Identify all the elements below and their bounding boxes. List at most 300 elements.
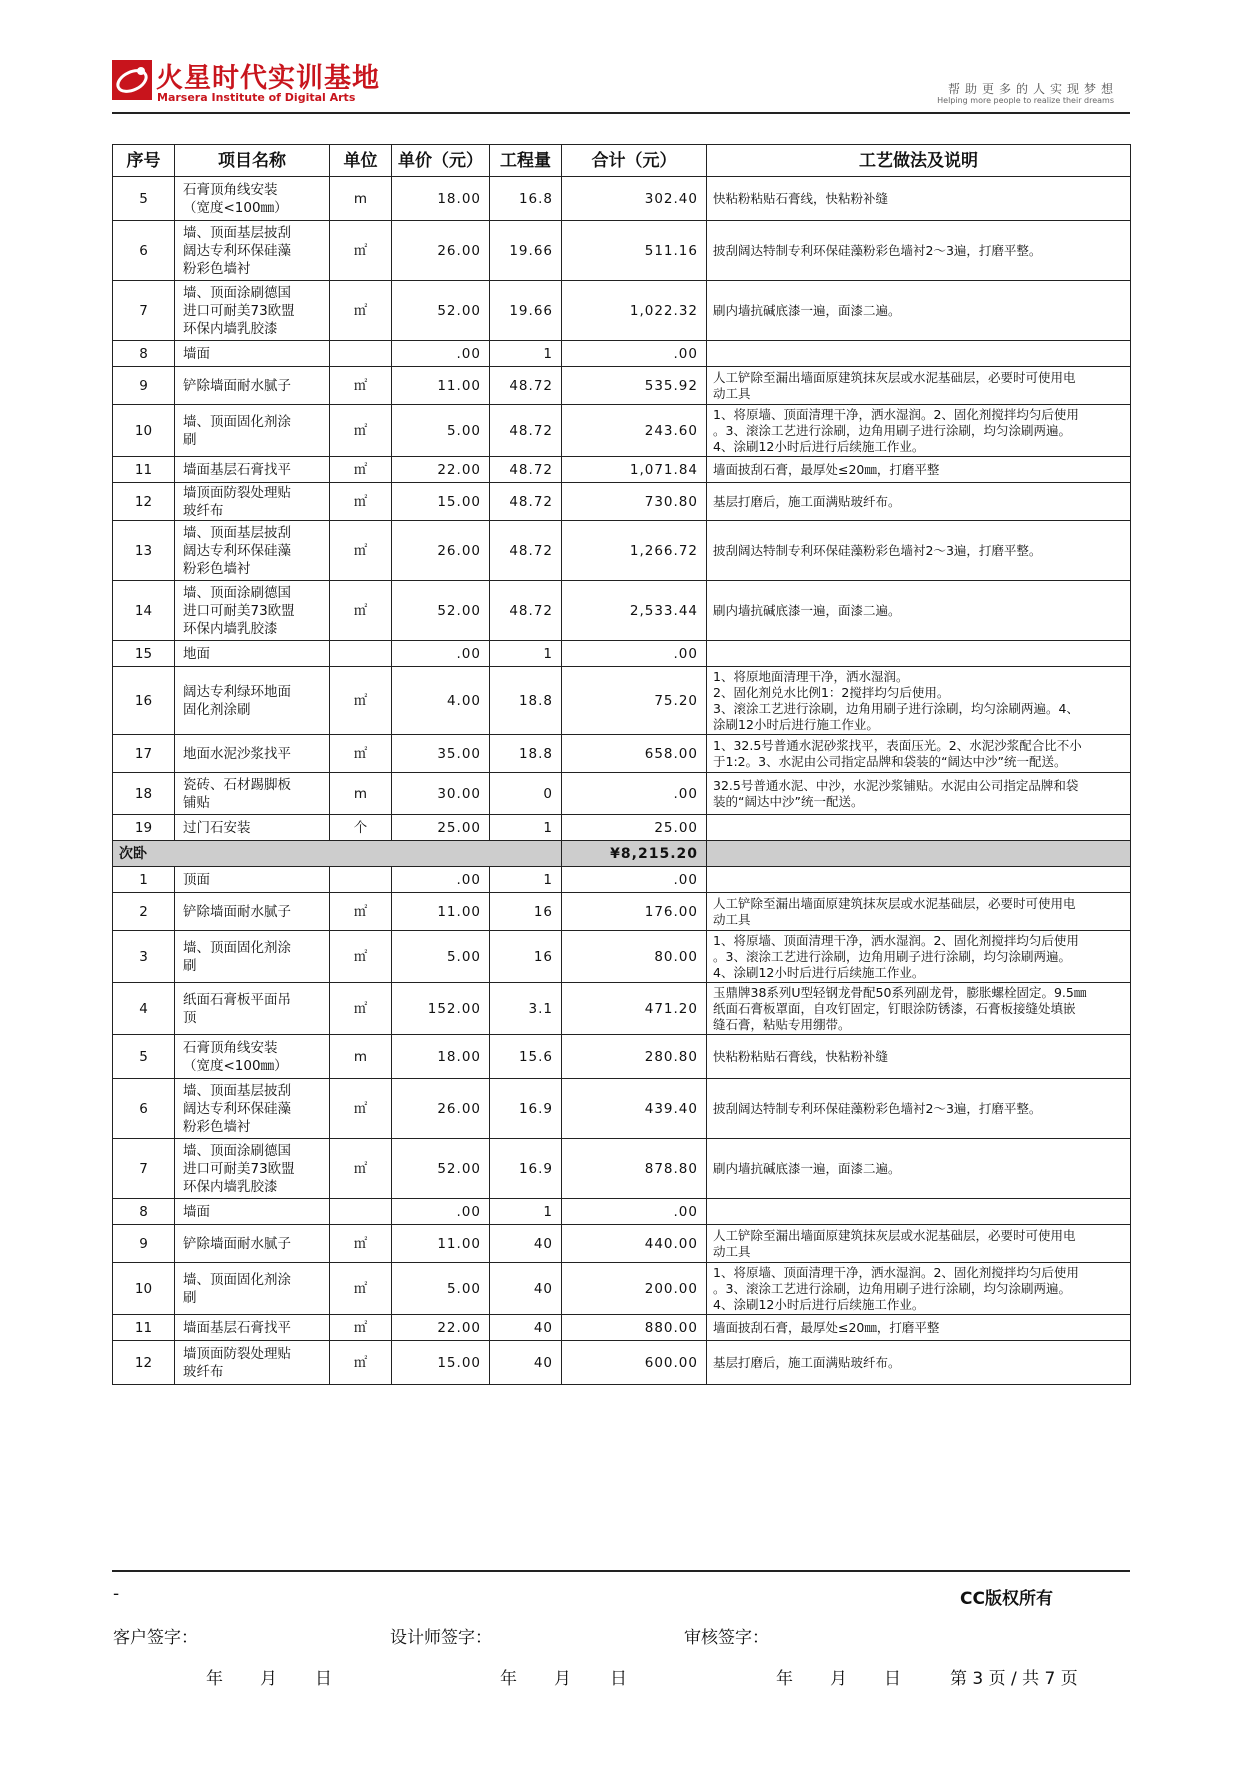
item-total: 1,022.32 [562,281,707,341]
item-total: .00 [562,773,707,815]
item-name-line: 进口可耐美73欧盟 [183,1160,295,1177]
item-number: 13 [113,521,175,581]
item-unit: ㎡ [330,367,392,405]
item-description-line: 玉鼎牌38系列U型轻钢龙骨配50系列副龙骨，膨胀螺栓固定。9.5㎜ [713,984,1087,1000]
item-quantity: 40 [490,1341,562,1385]
item-number: 6 [113,1079,175,1139]
item-number: 5 [113,177,175,221]
item-name [175,983,330,1035]
item-name-line: 玻纤布 [183,502,224,519]
item-name [175,1139,330,1199]
item-name [175,867,330,893]
item-number: 6 [113,221,175,281]
item-name-line: 墙顶面防裂处理贴 [183,484,291,501]
item-unit: ㎡ [330,1315,392,1341]
item-quantity: 15.6 [490,1035,562,1079]
item-name [175,1341,330,1385]
item-total: 1,266.72 [562,521,707,581]
item-description [707,483,1131,521]
table-row [113,1315,1131,1341]
item-unit-price: 30.00 [392,773,490,815]
item-description [707,367,1131,405]
item-description [707,1341,1131,1385]
item-unit-price: 5.00 [392,931,490,983]
item-description-line: 基层打磨后，施工面满贴玻纤布。 [713,1354,901,1370]
item-quantity: 48.72 [490,483,562,521]
item-name [175,521,330,581]
designer-day-label: 日 [610,1669,627,1689]
item-unit: ㎡ [330,931,392,983]
item-total: 439.40 [562,1079,707,1139]
item-unit-price: 5.00 [392,405,490,457]
item-quantity: 18.8 [490,667,562,735]
table-row [113,1199,1131,1225]
item-number: 17 [113,735,175,773]
item-description [707,1139,1131,1199]
item-name-line: 玻纤布 [183,1363,224,1380]
item-unit: ㎡ [330,735,392,773]
item-description [707,281,1131,341]
item-name [175,457,330,483]
page-number: 第 3 页 / 共 7 页 [950,1669,1078,1689]
item-description-line: 披刮阔达特制专利环保硅藻粉彩色墙衬2～3遍，打磨平整。 [713,242,1042,258]
item-description-line: 缝石膏，粘贴专用绷带。 [713,1016,851,1032]
item-name [175,281,330,341]
item-total: 730.80 [562,483,707,521]
item-total: 200.00 [562,1263,707,1315]
item-number: 3 [113,931,175,983]
table-row [113,983,1131,1035]
customer-month-label: 月 [260,1669,277,1689]
item-name-line: 顶 [183,1009,197,1026]
item-description-line: 人工铲除至漏出墙面原建筑抹灰层或水泥基础层，必要时可使用电 [713,895,1076,911]
item-quantity: 48.72 [490,581,562,641]
item-description [707,735,1131,773]
item-total: .00 [562,341,707,367]
item-name [175,1315,330,1341]
item-total: 2,533.44 [562,581,707,641]
review-day-label: 日 [884,1669,901,1689]
item-number: 7 [113,281,175,341]
item-description-line: 动工具 [713,911,751,927]
item-name [175,641,330,667]
column-header: 单位 [330,145,392,177]
item-name-line: 墙、顶面涂刷德国 [183,284,291,301]
item-number: 14 [113,581,175,641]
table-row [113,341,1131,367]
item-quantity: 48.72 [490,521,562,581]
item-number: 9 [113,1225,175,1263]
item-quantity: 16.9 [490,1139,562,1199]
item-name-line: 地面 [183,645,210,662]
item-unit-price: 11.00 [392,367,490,405]
item-name-line: 粉彩色墙衬 [183,560,251,577]
item-quantity: 48.72 [490,405,562,457]
item-name [175,735,330,773]
item-description-line: 刷内墙抗碱底漆一遍，面漆二遍。 [713,302,901,318]
item-name-line: （宽度<100㎜） [183,199,288,216]
item-total: 535.92 [562,367,707,405]
item-name-line: 顶面 [183,871,210,888]
item-number: 10 [113,405,175,457]
item-name [175,893,330,931]
customer-year-label: 年 [206,1669,223,1689]
item-total: 878.80 [562,1139,707,1199]
table-row [113,221,1131,281]
item-description [707,641,1131,667]
item-name-line: 墙、顶面固化剂涂 [183,413,291,430]
item-unit: m [330,1035,392,1079]
item-name [175,367,330,405]
table-row [113,367,1131,405]
item-unit-price: 22.00 [392,1315,490,1341]
item-description-line: 1、将原墙、顶面清理干净，洒水湿润。2、固化剂搅拌均匀后使用 [713,932,1079,948]
item-description [707,1035,1131,1079]
item-unit-price: 15.00 [392,483,490,521]
column-header: 单价（元） [392,145,490,177]
item-quantity: 3.1 [490,983,562,1035]
item-name [175,1079,330,1139]
section-row [113,841,1131,867]
item-unit-price: 15.00 [392,1341,490,1385]
item-name-line: 石膏顶角线安装 [183,1039,278,1056]
item-total: 600.00 [562,1341,707,1385]
table-row [113,1341,1131,1385]
item-quantity: 16.9 [490,1079,562,1139]
slogan-chinese: 帮助更多的人实现梦想 [947,82,1118,96]
review-signature-label: 审核签字： [684,1628,769,1648]
item-quantity: 19.66 [490,281,562,341]
item-description-line: 快粘粉粘贴石膏线，快粘粉补缝 [713,1048,889,1064]
item-unit: ㎡ [330,405,392,457]
table-row [113,177,1131,221]
item-unit-price: .00 [392,1199,490,1225]
item-quantity: 48.72 [490,367,562,405]
table-row [113,405,1131,457]
item-name-line: 墙、顶面基层披刮 [183,224,291,241]
item-unit-price: 152.00 [392,983,490,1035]
item-unit: ㎡ [330,1225,392,1263]
item-name-line: 铲除墙面耐水腻子 [183,1235,291,1252]
item-name-line: 地面水泥沙浆找平 [183,745,291,762]
item-unit [330,1199,392,1225]
header-divider [112,112,1130,114]
item-description-line: 4、涂刷12小时后进行后续施工作业。 [713,1296,925,1312]
item-name-line: 墙面 [183,1203,210,1220]
item-number: 10 [113,1263,175,1315]
designer-signature-label: 设计师签字： [390,1628,492,1648]
item-number: 15 [113,641,175,667]
item-quantity: 40 [490,1315,562,1341]
item-unit: ㎡ [330,667,392,735]
item-name-line: 铺贴 [183,794,210,811]
item-unit-price: .00 [392,867,490,893]
item-total: 880.00 [562,1315,707,1341]
item-description [707,521,1131,581]
item-unit: ㎡ [330,983,392,1035]
item-number: 11 [113,457,175,483]
item-description-line: 4、涂刷12小时后进行后续施工作业。 [713,964,925,980]
item-unit-price: 26.00 [392,1079,490,1139]
item-unit: ㎡ [330,1139,392,1199]
footer-dash: - [113,1584,120,1604]
item-quantity: 1 [490,341,562,367]
item-description [707,177,1131,221]
item-name-line: 墙、顶面涂刷德国 [183,1142,291,1159]
table-row [113,1035,1131,1079]
item-quantity: 40 [490,1263,562,1315]
item-description-line: 。3、滚涂工艺进行涂刷，边角用刷子进行涂刷，均匀涂刷两遍。 [713,948,1071,964]
item-unit [330,641,392,667]
table-row [113,667,1131,735]
item-total: .00 [562,867,707,893]
item-description-line: 3、滚涂工艺进行涂刷，边角用刷子进行涂刷，均匀涂刷两遍。4、 [713,700,1079,716]
item-name-line: （宽度<100㎜） [183,1057,288,1074]
item-description [707,1079,1131,1139]
table-row [113,1225,1131,1263]
designer-month-label: 月 [554,1669,571,1689]
column-header: 工程量 [490,145,562,177]
table-header [113,145,1131,177]
item-unit [330,867,392,893]
item-unit: ㎡ [330,221,392,281]
item-name [175,667,330,735]
item-name-line: 阔达专利绿环地面 [183,683,291,700]
item-quantity: 1 [490,815,562,841]
item-description [707,1225,1131,1263]
item-unit-price: 52.00 [392,581,490,641]
item-description [707,221,1131,281]
table-row [113,1079,1131,1139]
section-blank [707,841,1131,867]
item-name-line: 环保内墙乳胶漆 [183,320,278,337]
item-description-line: 。3、滚涂工艺进行涂刷，边角用刷子进行涂刷，均匀涂刷两遍。 [713,1280,1071,1296]
item-quantity: 19.66 [490,221,562,281]
item-description [707,1315,1131,1341]
item-description-line: 快粘粉粘贴石膏线，快粘粉补缝 [713,190,889,206]
item-unit: ㎡ [330,893,392,931]
table-body [113,177,1131,1385]
table-row [113,581,1131,641]
item-name-line: 纸面石膏板平面吊 [183,991,291,1008]
item-name-line: 过门石安装 [183,819,251,836]
item-description [707,667,1131,735]
item-description [707,1263,1131,1315]
item-unit-price: 25.00 [392,815,490,841]
item-unit-price: .00 [392,341,490,367]
item-description-line: 动工具 [713,1243,751,1259]
item-description [707,341,1131,367]
table-row [113,521,1131,581]
item-description-line: 基层打磨后，施工面满贴玻纤布。 [713,493,901,509]
item-description [707,983,1131,1035]
item-number: 8 [113,341,175,367]
item-name-line: 墙、顶面固化剂涂 [183,939,291,956]
slogan-english: Helping more people to realize their dreams [937,96,1114,105]
item-unit-price: 18.00 [392,177,490,221]
table-row [113,893,1131,931]
item-quantity: 1 [490,1199,562,1225]
item-number: 4 [113,983,175,1035]
item-total: 75.20 [562,667,707,735]
item-name-line: 环保内墙乳胶漆 [183,1178,278,1195]
item-description-line: 1、将原地面清理干净，洒水湿润。 [713,668,909,684]
item-name-line: 铲除墙面耐水腻子 [183,903,291,920]
item-name-line: 刷 [183,1289,197,1306]
item-name-line: 墙、顶面基层披刮 [183,1082,291,1099]
logo-mark-icon [112,60,152,100]
item-description-line: 于1:2。3、水泥由公司指定品牌和袋装的“阔达中沙”统一配送。 [713,753,1067,769]
item-total: 471.20 [562,983,707,1035]
item-name-line: 墙面 [183,345,210,362]
table-row [113,815,1131,841]
item-quantity: 16 [490,931,562,983]
item-total: 302.40 [562,177,707,221]
section-label: 次卧 [113,841,562,867]
item-description [707,893,1131,931]
item-name-line: 粉彩色墙衬 [183,260,251,277]
item-name-line: 进口可耐美73欧盟 [183,602,295,619]
item-name-line: 铲除墙面耐水腻子 [183,377,291,394]
item-name [175,931,330,983]
column-header: 合计（元） [562,145,707,177]
item-quantity: 40 [490,1225,562,1263]
item-unit [330,341,392,367]
item-description [707,773,1131,815]
item-unit: ㎡ [330,457,392,483]
item-description-line: 1、32.5号普通水泥砂浆找平，表面压光。2、水泥沙浆配合比不小 [713,737,1082,753]
item-description-line: 披刮阔达特制专利环保硅藻粉彩色墙衬2～3遍，打磨平整。 [713,1100,1042,1116]
page-header [112,58,1128,110]
item-name [175,1035,330,1079]
item-total: 658.00 [562,735,707,773]
item-description-line: 涂刷12小时后进行施工作业。 [713,716,879,732]
designer-year-label: 年 [500,1669,517,1689]
item-unit: ㎡ [330,1079,392,1139]
item-name-line: 阔达专利环保硅藻 [183,542,291,559]
item-total: 80.00 [562,931,707,983]
item-unit: m [330,177,392,221]
item-description [707,931,1131,983]
item-total: 25.00 [562,815,707,841]
item-unit-price: 5.00 [392,1263,490,1315]
item-quantity: 1 [490,867,562,893]
item-description-line: 4、涂刷12小时后进行后续施工作业。 [713,438,925,454]
item-total: 1,071.84 [562,457,707,483]
item-description [707,405,1131,457]
customer-day-label: 日 [315,1669,332,1689]
item-quantity: 18.8 [490,735,562,773]
table-row [113,735,1131,773]
item-name-line: 固化剂涂刷 [183,701,251,718]
item-description-line: 墙面披刮石膏，最厚处≤20㎜，打磨平整 [713,1319,940,1335]
item-name [175,1199,330,1225]
item-number: 16 [113,667,175,735]
quote-table [112,144,1131,1385]
item-total: 511.16 [562,221,707,281]
item-name-line: 墙、顶面固化剂涂 [183,1271,291,1288]
item-description-line: 动工具 [713,385,751,401]
column-header: 序号 [113,145,175,177]
item-total: 176.00 [562,893,707,931]
item-number: 11 [113,1315,175,1341]
item-unit: m [330,773,392,815]
item-description [707,457,1131,483]
item-quantity: 0 [490,773,562,815]
item-number: 5 [113,1035,175,1079]
item-description-line: 刷内墙抗碱底漆一遍，面漆二遍。 [713,1160,901,1176]
item-name [175,1225,330,1263]
item-unit-price: 11.00 [392,1225,490,1263]
item-number: 12 [113,483,175,521]
item-name-line: 墙、顶面涂刷德国 [183,584,291,601]
table-row [113,641,1131,667]
item-unit-price: 52.00 [392,281,490,341]
item-number: 1 [113,867,175,893]
item-unit: ㎡ [330,483,392,521]
item-description [707,815,1131,841]
item-name-line: 刷 [183,957,197,974]
item-unit: 个 [330,815,392,841]
item-name [175,221,330,281]
item-name [175,483,330,521]
item-number: 18 [113,773,175,815]
item-name-line: 环保内墙乳胶漆 [183,620,278,637]
item-name-line: 阔达专利环保硅藻 [183,242,291,259]
item-number: 19 [113,815,175,841]
item-unit-price: 26.00 [392,521,490,581]
item-number: 2 [113,893,175,931]
item-name-line: 阔达专利环保硅藻 [183,1100,291,1117]
item-unit-price: 26.00 [392,221,490,281]
item-unit: ㎡ [330,521,392,581]
item-total: .00 [562,1199,707,1225]
item-name-line: 墙面基层石膏找平 [183,1319,291,1336]
item-total: .00 [562,641,707,667]
item-name [175,341,330,367]
customer-signature-label: 客户签字： [113,1628,198,1648]
table-row [113,281,1131,341]
item-total: 440.00 [562,1225,707,1263]
item-quantity: 16.8 [490,177,562,221]
item-description-line: 纸面石膏板罩面，自攻钉固定，钉眼涂防锈漆，石膏板接缝处填嵌 [713,1000,1076,1016]
review-month-label: 月 [830,1669,847,1689]
column-header: 工艺做法及说明 [707,145,1131,177]
item-unit: ㎡ [330,1263,392,1315]
item-description-line: 刷内墙抗碱底漆一遍，面漆二遍。 [713,602,901,618]
item-name-line: 墙、顶面基层披刮 [183,524,291,541]
table-row [113,1139,1131,1199]
item-description [707,867,1131,893]
item-name [175,773,330,815]
item-unit-price: .00 [392,641,490,667]
item-quantity: 1 [490,641,562,667]
item-unit: ㎡ [330,581,392,641]
item-description-line: 1、将原墙、顶面清理干净，洒水湿润。2、固化剂搅拌均匀后使用 [713,1264,1079,1280]
item-name [175,177,330,221]
item-total: 280.80 [562,1035,707,1079]
item-description [707,1199,1131,1225]
copyright-text: CC版权所有 [960,1589,1053,1609]
item-unit: ㎡ [330,1341,392,1385]
item-number: 7 [113,1139,175,1199]
item-name-line: 墙顶面防裂处理贴 [183,1345,291,1362]
table-row [113,483,1131,521]
table-row [113,867,1131,893]
item-name [175,405,330,457]
review-year-label: 年 [776,1669,793,1689]
table-row [113,931,1131,983]
